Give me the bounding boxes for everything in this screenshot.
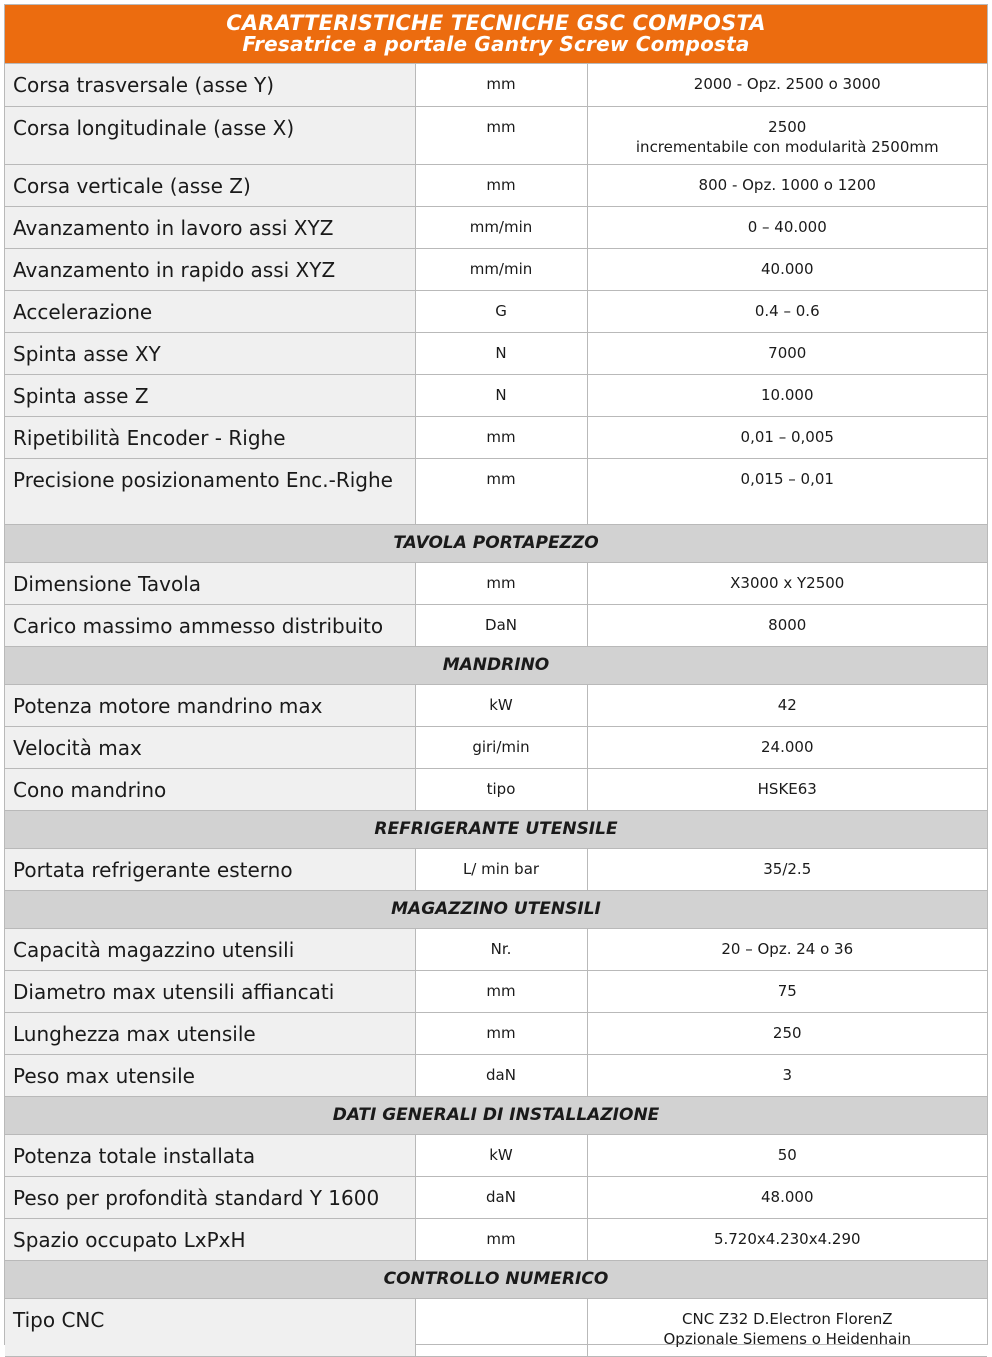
spec-row [5, 726, 987, 768]
spec-name: Precisione posizionamento Enc.-Righe [5, 458, 415, 524]
spec-name: Peso max utensile [5, 1054, 415, 1096]
spec-name: Potenza motore mandrino max [5, 684, 415, 726]
spec-unit: mm [415, 458, 587, 524]
spec-row [5, 416, 987, 458]
spec-row [5, 1012, 987, 1054]
spec-value-cell [587, 1218, 987, 1260]
spec-value: 7000 [768, 343, 807, 362]
spec-row [5, 64, 987, 106]
spec-value-cell [587, 928, 987, 970]
spec-value-cell [587, 206, 987, 248]
spec-value: 800 - Opz. 1000 o 1200 [698, 175, 876, 194]
spec-value-cell [587, 604, 987, 646]
spec-name: Avanzamento in rapido assi XYZ [5, 248, 415, 290]
spec-value-cell [587, 1012, 987, 1054]
spec-unit: mm [415, 562, 587, 604]
section-title: CONTROLLO NUMERICO [5, 1260, 987, 1298]
spec-value: 2500 [768, 117, 807, 136]
spec-name: Spinta asse XY [5, 332, 415, 374]
spec-value: 0.4 – 0.6 [754, 301, 820, 320]
spec-value: 20 – Opz. 24 o 36 [721, 939, 854, 958]
spec-unit: G [415, 290, 587, 332]
spec-row [5, 848, 987, 890]
spec-name: Corsa verticale (asse Z) [5, 164, 415, 206]
spec-value-cell [587, 64, 987, 106]
spec-row [5, 1218, 987, 1260]
spec-value-cell [587, 374, 987, 416]
spec-value: 10.000 [761, 385, 814, 404]
section-header-row [5, 1096, 987, 1134]
spec-row [5, 458, 987, 524]
spec-name: Cono mandrino [5, 768, 415, 810]
spec-unit: N [415, 374, 587, 416]
spec-name: Avanzamento in lavoro assi XYZ [5, 206, 415, 248]
spec-unit: daN [415, 1054, 587, 1096]
spec-sheet [4, 4, 988, 1348]
spec-value: 250 [772, 1023, 802, 1042]
spec-value: 5.720x4.230x4.290 [713, 1229, 861, 1248]
spec-value: 8000 [768, 615, 807, 634]
spec-unit: kW [415, 684, 587, 726]
spec-value: 0,015 – 0,01 [740, 469, 834, 488]
spec-value-cell [587, 848, 987, 890]
section-title: TAVOLA PORTAPEZZO [5, 524, 987, 562]
spec-value-cell [587, 332, 987, 374]
spec-row [5, 106, 987, 164]
spec-row [5, 1134, 987, 1176]
spec-row [5, 684, 987, 726]
spec-name: Capacità magazzino utensili [5, 928, 415, 970]
page-title: CARATTERISTICHE TECNICHE GSC COMPOSTA [226, 11, 766, 35]
spec-name: Lunghezza max utensile [5, 1012, 415, 1054]
spec-value: 40.000 [761, 259, 814, 278]
spec-unit: mm [415, 64, 587, 106]
spec-value: 2000 - Opz. 2500 o 3000 [693, 75, 881, 93]
spec-row [5, 248, 987, 290]
spec-value: 75 [777, 981, 797, 1000]
header-bar [5, 5, 987, 64]
spec-row [5, 970, 987, 1012]
spec-name: Diametro max utensili affiancati [5, 970, 415, 1012]
spec-row [5, 768, 987, 810]
spec-unit: mm [415, 1012, 587, 1054]
spec-value: X3000 x Y2500 [730, 573, 845, 592]
spec-value: 48.000 [761, 1187, 814, 1206]
spec-name: Ripetibilità Encoder - Righe [5, 416, 415, 458]
spec-value-cell [587, 416, 987, 458]
spec-row [5, 374, 987, 416]
spec-row [5, 1298, 987, 1356]
section-header-row [5, 646, 987, 684]
spec-unit: mm [415, 106, 587, 164]
spec-name: Dimensione Tavola [5, 562, 415, 604]
spec-name: Tipo CNC [5, 1298, 415, 1356]
spec-value: CNC Z32 D.Electron FlorenZ [682, 1309, 893, 1328]
section-header-row [5, 810, 987, 848]
spec-unit: mm/min [415, 206, 587, 248]
spec-value: HSKE63 [757, 779, 817, 798]
spec-unit: mm [415, 1218, 587, 1260]
section-header-row [5, 1260, 987, 1298]
spec-unit: daN [415, 1176, 587, 1218]
spec-unit: mm [415, 970, 587, 1012]
spec-name: Carico massimo ammesso distribuito [5, 604, 415, 646]
spec-unit: N [415, 332, 587, 374]
spec-unit: mm [415, 416, 587, 458]
spec-unit: DaN [415, 604, 587, 646]
spec-name: Spazio occupato LxPxH [5, 1218, 415, 1260]
spec-value-cell [587, 970, 987, 1012]
spec-row [5, 1054, 987, 1096]
spec-unit: L/ min bar [415, 848, 587, 890]
spec-value-secondary: Opzionale Siemens o Heidenhain [663, 1329, 911, 1348]
section-title: MANDRINO [5, 646, 987, 684]
spec-name: Corsa trasversale (asse Y) [5, 64, 415, 106]
spec-value-cell [587, 164, 987, 206]
spec-value-secondary: incrementabile con modularità 2500mm [635, 137, 939, 156]
spec-row [5, 562, 987, 604]
spec-row [5, 290, 987, 332]
spec-row [5, 604, 987, 646]
spec-name: Velocità max [5, 726, 415, 768]
spec-value-cell [587, 562, 987, 604]
spec-unit [415, 1298, 587, 1356]
spec-row [5, 332, 987, 374]
spec-value-cell [587, 458, 987, 524]
spec-name: Accelerazione [5, 290, 415, 332]
spec-value: 35/2.5 [763, 859, 812, 878]
spec-value-cell [587, 248, 987, 290]
spec-name: Peso per profondità standard Y 1600 [5, 1176, 415, 1218]
spec-value: 50 [777, 1145, 797, 1164]
spec-value: 0 – 40.000 [747, 217, 827, 236]
spec-unit: mm [415, 164, 587, 206]
spec-name: Spinta asse Z [5, 374, 415, 416]
spec-value-cell [587, 1298, 987, 1356]
spec-value-cell [587, 1054, 987, 1096]
spec-unit: Nr. [415, 928, 587, 970]
spec-unit: tipo [415, 768, 587, 810]
spec-value: 42 [777, 695, 797, 714]
spec-row [5, 164, 987, 206]
spec-value-cell [587, 684, 987, 726]
section-title: MAGAZZINO UTENSILI [5, 890, 987, 928]
spec-name: Portata refrigerante esterno [5, 848, 415, 890]
page-subtitle: Fresatrice a portale Gantry Screw Composta [242, 32, 750, 56]
section-title: DATI GENERALI DI INSTALLAZIONE [5, 1096, 987, 1134]
section-header-row [5, 890, 987, 928]
spec-row [5, 206, 987, 248]
spec-value: 3 [782, 1065, 793, 1084]
spec-value: 24.000 [761, 737, 814, 756]
spec-name: Potenza totale installata [5, 1134, 415, 1176]
spec-row [5, 1176, 987, 1218]
spec-name: Corsa longitudinale (asse X) [5, 106, 415, 164]
spec-value-cell [587, 1176, 987, 1218]
spec-value-cell [587, 290, 987, 332]
spec-value: 0,01 – 0,005 [740, 427, 834, 446]
section-title: REFRIGERANTE UTENSILE [5, 810, 987, 848]
spec-unit: mm/min [415, 248, 587, 290]
spec-row [5, 928, 987, 970]
section-header-row [5, 524, 987, 562]
spec-table [5, 64, 987, 1357]
spec-value-cell [587, 106, 987, 164]
spec-value-cell [587, 768, 987, 810]
spec-value-cell [587, 1134, 987, 1176]
spec-value-cell [587, 726, 987, 768]
spec-unit: giri/min [415, 726, 587, 768]
spec-unit: kW [415, 1134, 587, 1176]
